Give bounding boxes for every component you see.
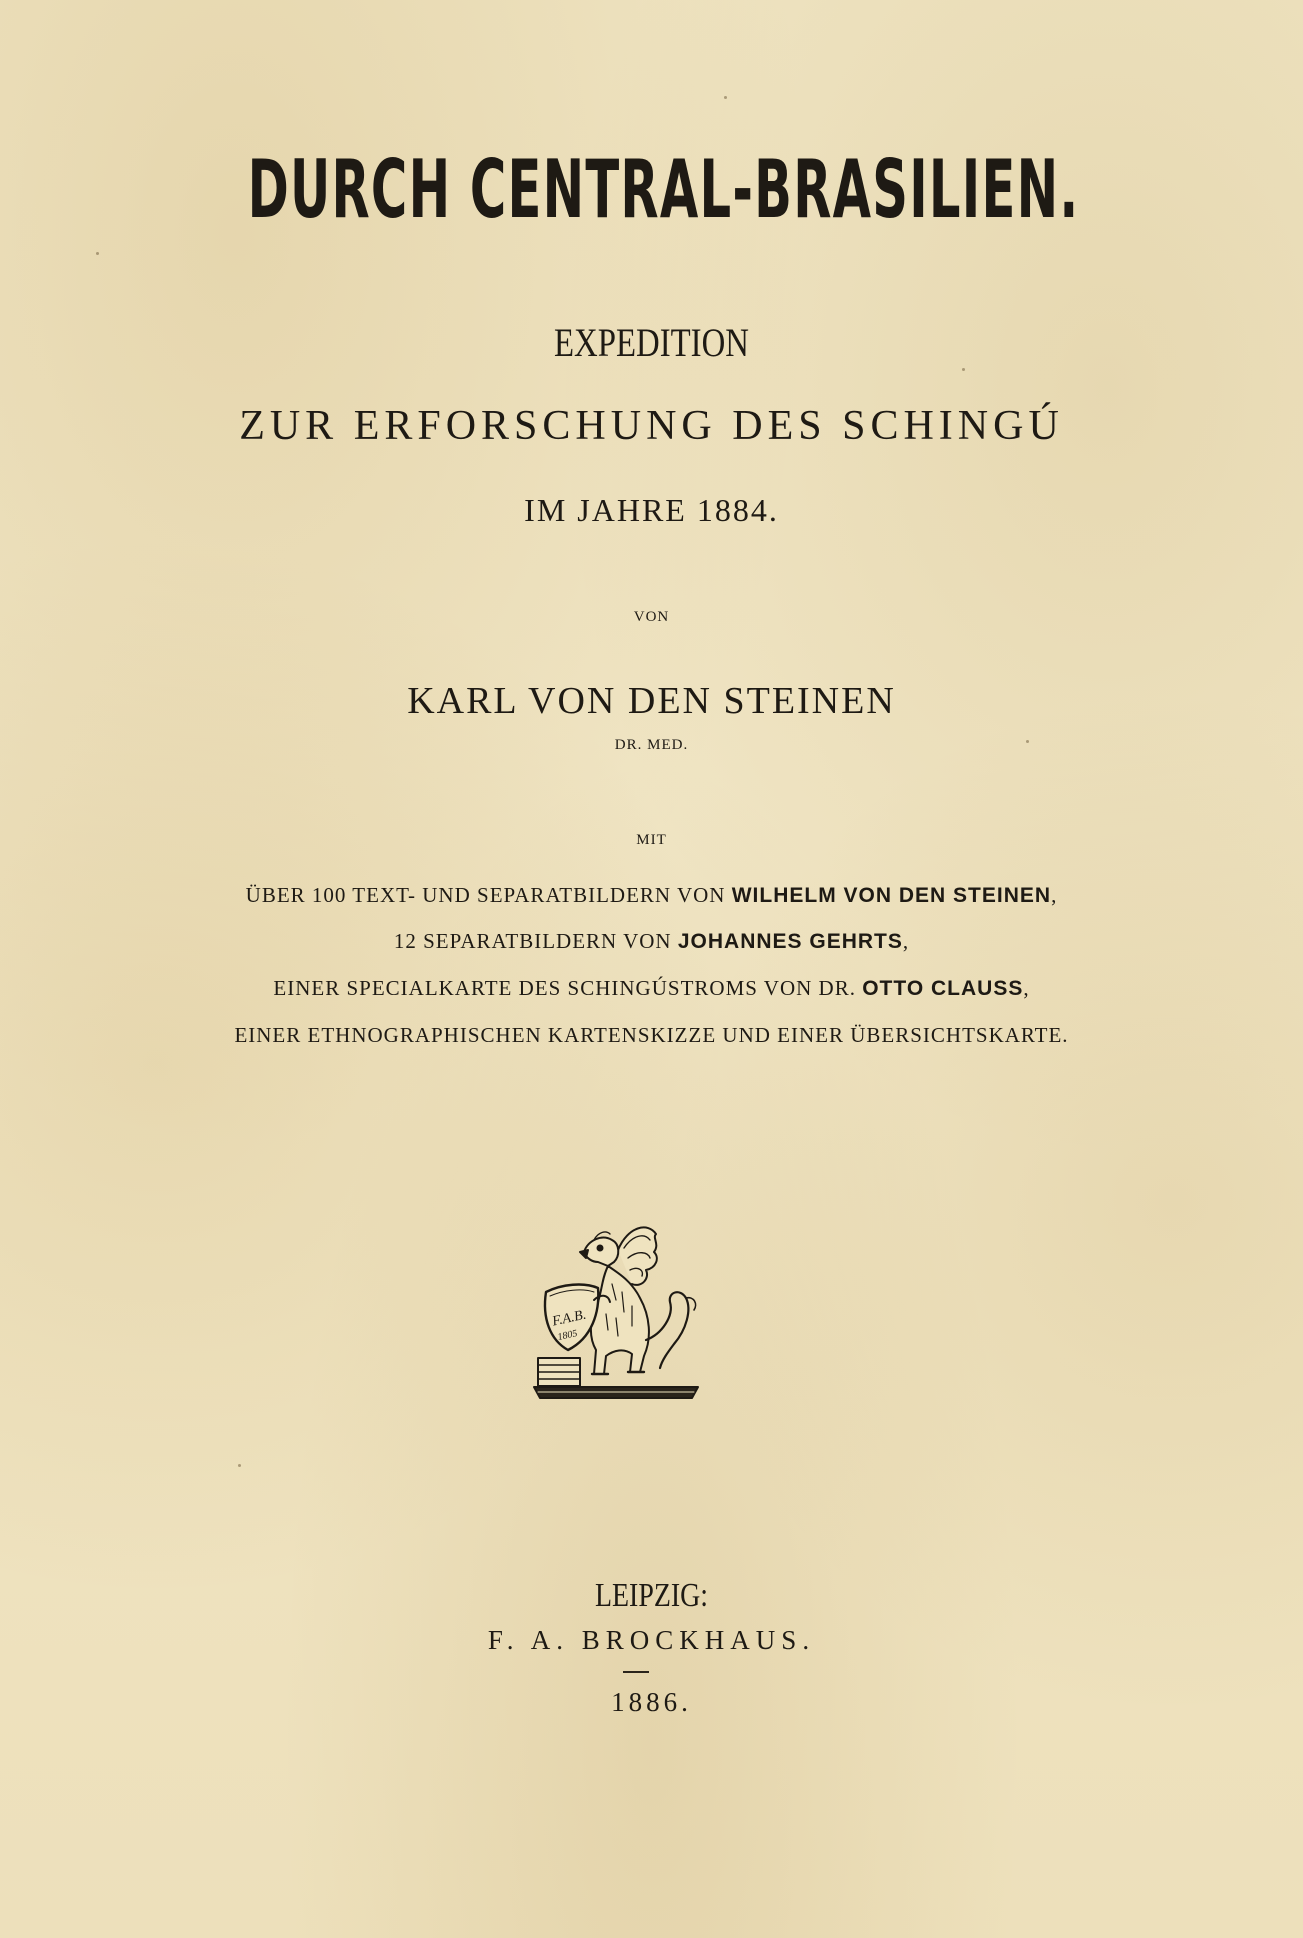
credit-illustrator-name: JOHANNES GEHRTS [677,930,903,953]
subtitle-expedition: EXPEDITION [554,320,749,365]
credit-illustrator-name: WILHELM VON DEN STEINEN [731,884,1052,907]
subtitle-year: IM JAHRE 1884. [524,492,779,528]
credit-line [0,927,1303,956]
paper-speck [724,96,727,99]
by-label: VON [633,609,670,625]
publisher-name: F. A. BROCKHAUS. [487,1625,816,1655]
credit-line [0,1021,1303,1049]
publication-year: 1886. [611,1687,692,1717]
paper-speck [962,368,965,371]
credit-punctuation: , [902,929,910,953]
credit-punctuation: , [1023,976,1030,1000]
paper-speck [1026,740,1029,743]
credit-cartographer-name: OTTO CLAUSS [862,977,1024,1000]
griffin-publisher-emblem-icon [528,1222,714,1408]
credit-line [0,881,1303,910]
paper-speck [238,1464,241,1467]
with-label: MIT [636,832,667,848]
author-name: KARL VON DEN STEINEN [407,680,896,722]
emblem-monogram: F.A.B. [550,1307,588,1330]
book-title: DURCH CENTRAL-BRASILIEN. [247,143,1080,236]
paper-speck [96,252,99,255]
credit-text: EINER ETHNOGRAPHISCHEN KARTENSKIZZE UND EINER ÜBERSICHTSKARTE. [234,1023,1069,1047]
credit-text: EINER SPECIALKARTE DES SCHINGÚSTROMS VON DR. [273,976,863,1000]
divider-rule [623,1671,649,1673]
credit-line [0,974,1303,1003]
credit-text: ÜBER 100 TEXT- UND SEPARATBILDERN VON [245,883,732,907]
author-degree: DR. MED. [614,737,689,753]
emblem-year: 1805 [556,1328,579,1344]
subtitle-exploration: ZUR ERFORSCHUNG DES SCHINGÚ [239,403,1064,449]
credit-punctuation: , [1051,883,1058,907]
publication-place: LEIPZIG: [594,1577,709,1614]
credit-text: 12 SEPARATBILDERN VON [393,929,678,953]
